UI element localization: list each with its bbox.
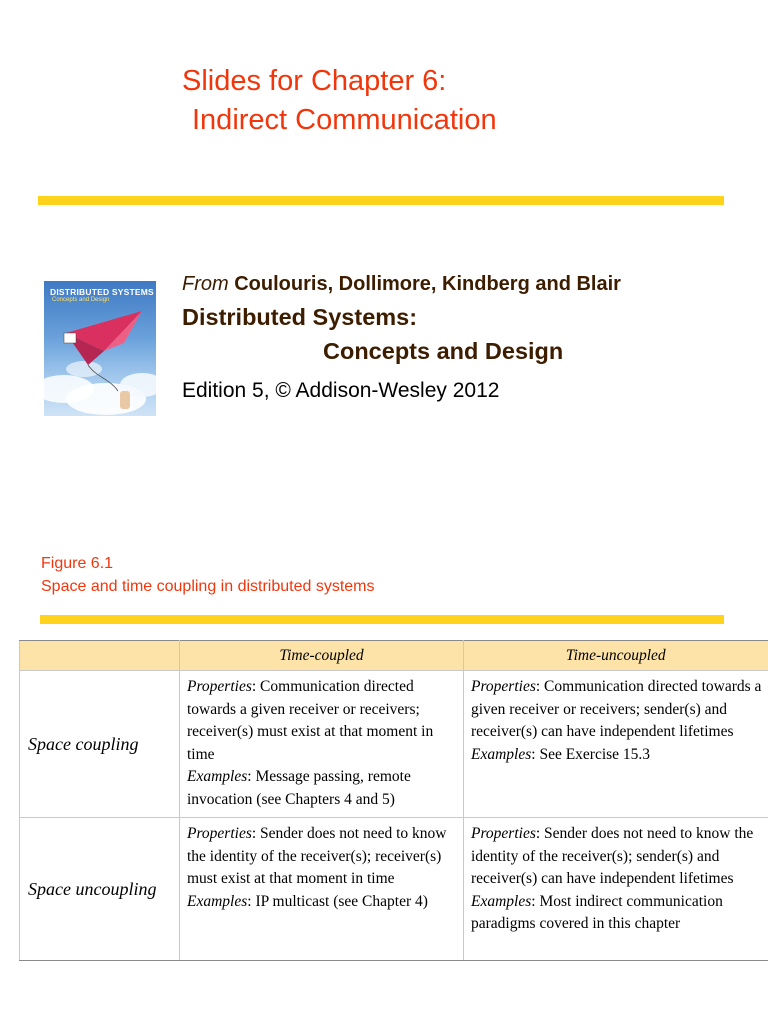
cover-title: DISTRIBUTED SYSTEMS bbox=[50, 287, 154, 297]
examples-label: Examples bbox=[187, 892, 248, 910]
figure-caption: Space and time coupling in distributed systems bbox=[41, 578, 375, 595]
cell-space-coupling-time-coupled bbox=[180, 671, 464, 818]
slide-title-line1: Slides for Chapter 6: bbox=[182, 65, 447, 97]
book-edition: Edition 5, © Addison-Wesley 2012 bbox=[182, 379, 500, 402]
properties-label: Properties bbox=[471, 678, 536, 695]
header-time-coupled: Time-coupled bbox=[180, 641, 464, 671]
properties-text: : Sender does not need to know the identity of the receiver(s); receiver(s) must exist at that moment in time bbox=[187, 825, 447, 887]
examples-label: Examples bbox=[471, 892, 532, 910]
examples-text: : Message passing, remote invocation (see Chapters 4 and 5) bbox=[187, 768, 411, 808]
properties-label: Properties bbox=[187, 825, 252, 842]
examples-label: Examples bbox=[471, 745, 532, 763]
header-corner bbox=[20, 641, 180, 671]
figure-divider bbox=[40, 615, 724, 624]
from-label: From bbox=[182, 273, 229, 295]
row-label-space-coupling: Space coupling bbox=[20, 671, 180, 818]
cell-space-coupling-time-uncoupled bbox=[464, 671, 768, 818]
properties-label: Properties bbox=[187, 678, 252, 695]
book-authors: Coulouris, Dollimore, Kindberg and Blair bbox=[234, 273, 621, 295]
table-row bbox=[20, 671, 768, 818]
slide-title-line2: Indirect Communication bbox=[192, 104, 497, 136]
book-cover-image bbox=[44, 281, 156, 416]
examples-text: : Most indirect communication paradigms covered in this chapter bbox=[471, 892, 723, 932]
properties-text: : Sender does not need to know the identity of the receiver(s); sender(s) and receiver(s) can have independent lifetimes bbox=[471, 825, 754, 887]
cell-space-uncoupling-time-uncoupled bbox=[464, 818, 768, 961]
header-time-uncoupled: Time-uncoupled bbox=[464, 641, 768, 671]
examples-label: Examples bbox=[187, 768, 248, 785]
row-label-space-uncoupling: Space uncoupling bbox=[20, 818, 180, 961]
figure-number: Figure 6.1 bbox=[41, 555, 114, 572]
properties-label: Properties bbox=[471, 825, 536, 842]
title-divider bbox=[38, 196, 724, 205]
book-title-line1: Distributed Systems: bbox=[182, 304, 418, 330]
book-authors-line bbox=[182, 273, 621, 296]
coupling-table bbox=[19, 640, 768, 961]
table-row bbox=[20, 818, 768, 961]
table-header-row bbox=[20, 641, 768, 671]
examples-text: : See Exercise 15.3 bbox=[531, 745, 651, 763]
cell-space-uncoupling-time-coupled bbox=[180, 818, 464, 961]
examples-text: : IP multicast (see Chapter 4) bbox=[247, 892, 428, 910]
slide-title bbox=[182, 62, 497, 140]
book-title-line2: Concepts and Design bbox=[323, 338, 564, 364]
cover-subtitle: Concepts and Design bbox=[52, 297, 110, 303]
properties-text: : Communication directed towards a given receiver or receivers; receiver(s) must exist at that moment in time bbox=[187, 678, 434, 763]
properties-text: : Communication directed towards a given receiver or receivers; sender(s) and receiver(s) can have independent lifetimes bbox=[471, 678, 762, 740]
